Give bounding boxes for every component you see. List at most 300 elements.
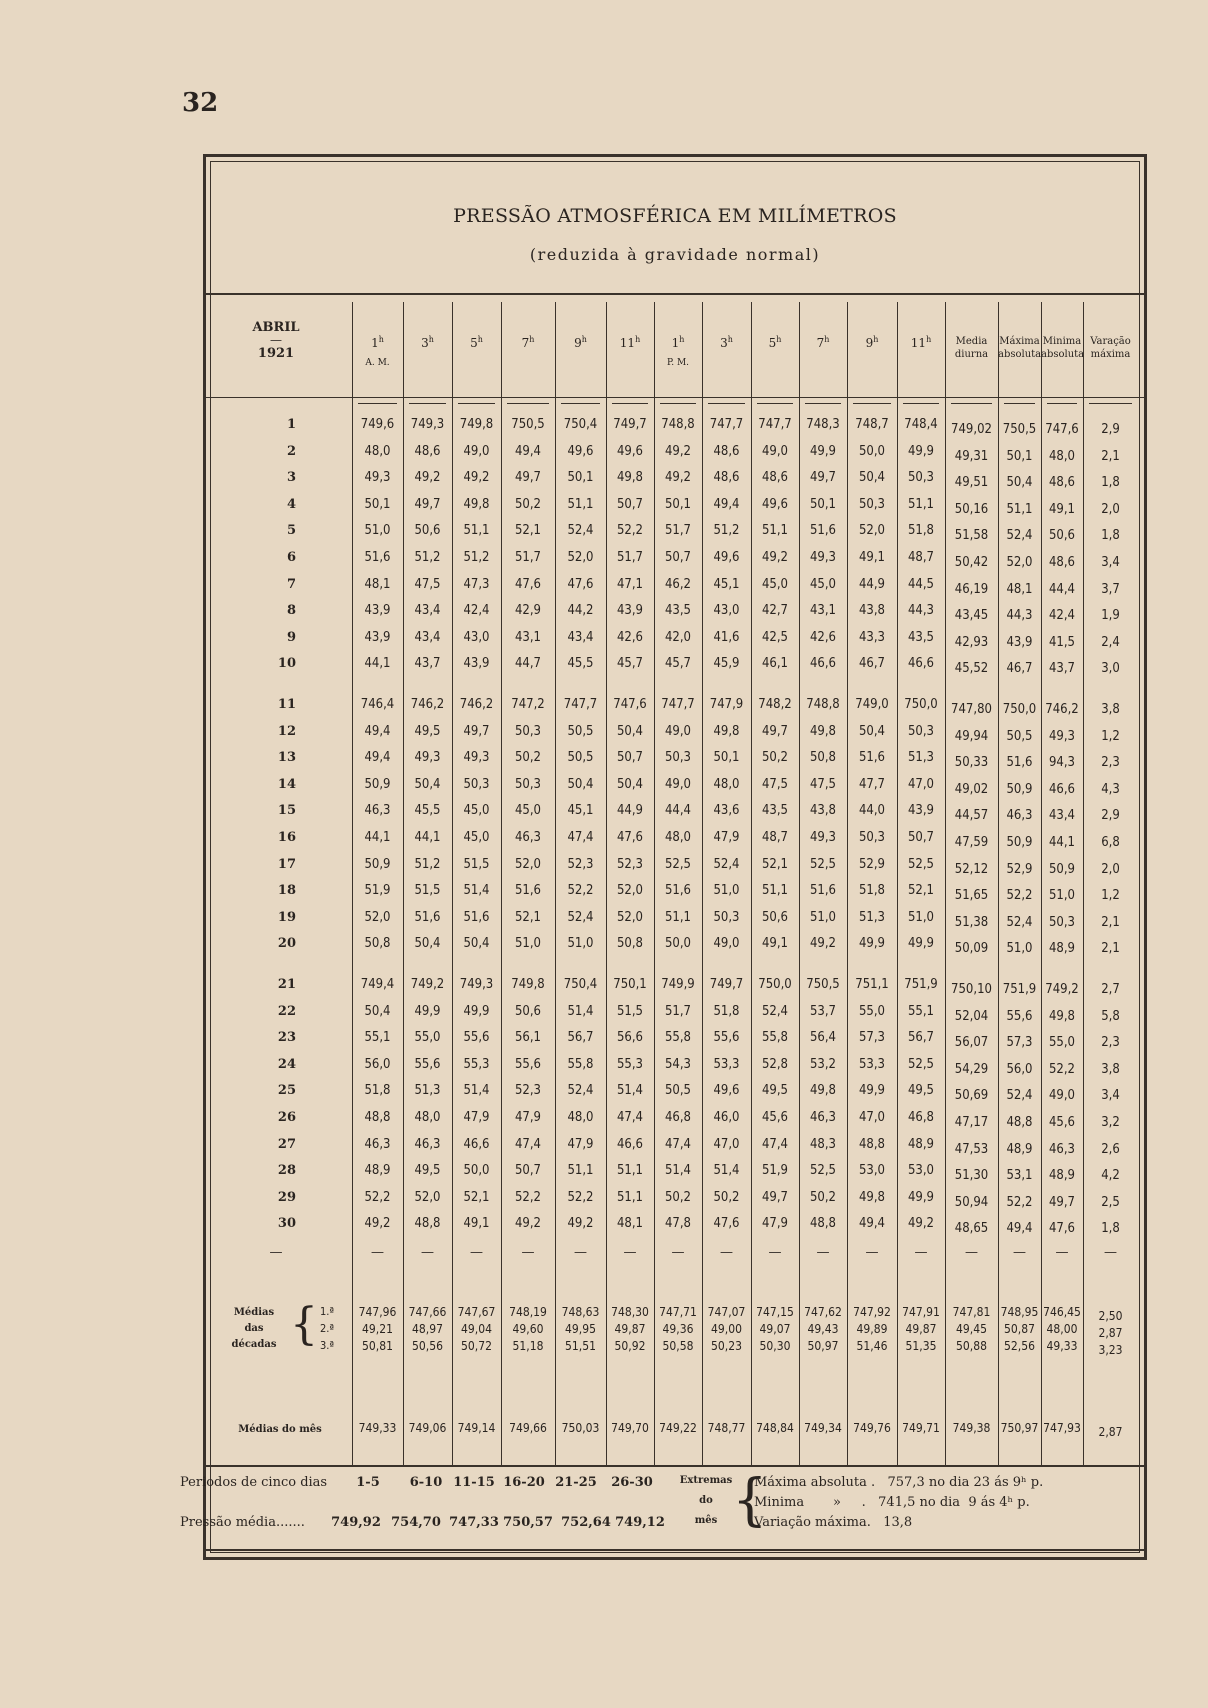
header-cell-rule xyxy=(507,403,549,404)
table-cell: 46,6 xyxy=(463,1136,490,1152)
table-cell: 749,0 xyxy=(855,697,889,712)
table-cell: 2,9 xyxy=(1101,808,1120,824)
table-cell: 750,5 xyxy=(806,977,840,992)
table-cell: 746,2 xyxy=(459,697,494,712)
hour-suffix: h xyxy=(776,335,782,344)
table-cell: 49,5 xyxy=(414,723,441,739)
table-cell: 49,3 xyxy=(364,470,391,486)
table-cell: 51,6 xyxy=(463,909,490,925)
table-cell: 52,0 xyxy=(1006,555,1033,570)
day-label: 6 xyxy=(286,550,296,565)
decadas-cell: 49,45 xyxy=(956,1322,987,1336)
table-cell: 747,7 xyxy=(661,697,695,712)
table-cell: 3,2 xyxy=(1101,1115,1120,1130)
table-cell: 43,9 xyxy=(364,629,391,645)
header-hour xyxy=(897,333,945,350)
table-cell: 52,0 xyxy=(616,883,644,899)
table-cell: 52,0 xyxy=(567,550,594,565)
table-cell: 51,4 xyxy=(664,1163,692,1179)
table-cell: 2,0 xyxy=(1101,861,1120,877)
table-cell: 49,9 xyxy=(907,936,935,952)
table-cell: 2,5 xyxy=(1101,1194,1120,1210)
table-cell: 51,1 xyxy=(664,909,692,925)
table-cell: 52,5 xyxy=(809,856,837,872)
table-cell: 52,2 xyxy=(616,523,644,539)
mes-cell: 749,66 xyxy=(509,1421,547,1435)
decadas-cell: 747,96 xyxy=(358,1305,397,1319)
hour-suffix: h xyxy=(635,335,641,344)
decadas-cell: 747,71 xyxy=(659,1305,697,1319)
decadas-cell: 50,88 xyxy=(956,1339,987,1353)
table-cell: 48,0 xyxy=(567,1110,594,1125)
periods-label: Periodos de cinco dias xyxy=(180,1475,328,1490)
table-cell: 47,17 xyxy=(954,1115,989,1130)
extremes-line: Máxima absoluta . 757,3 no dia 23 ás 9ʰ p. xyxy=(754,1475,1044,1490)
table-cell: 52,3 xyxy=(567,856,594,872)
hour-number: 3 xyxy=(720,336,728,350)
table-cell: 49,2 xyxy=(664,470,692,486)
mes-cell: 749,34 xyxy=(804,1421,842,1435)
table-cell: 48,7 xyxy=(907,550,935,565)
table-cell: 52,1 xyxy=(463,1189,490,1205)
table-cell: 51,1 xyxy=(616,1163,644,1179)
table-cell: 46,19 xyxy=(954,581,989,597)
table-cell: 55,0 xyxy=(414,1030,441,1046)
table-cell: 1,8 xyxy=(1101,528,1120,544)
table-cell: 45,1 xyxy=(713,576,740,592)
table-cell: 48,9 xyxy=(1006,1141,1033,1157)
decadas-cell: 50,23 xyxy=(711,1339,742,1353)
table-cell: 55,6 xyxy=(514,1056,542,1072)
table-cell: 46,6 xyxy=(616,1136,644,1152)
table-cell: 47,5 xyxy=(809,776,837,792)
table-cell: 47,9 xyxy=(761,1216,789,1232)
day-label: 30 xyxy=(277,1216,296,1232)
table-cell: 50,3 xyxy=(463,776,490,792)
mes-cell: 747,93 xyxy=(1043,1421,1081,1435)
table-cell: 750,4 xyxy=(563,417,598,432)
table-cell: 49,7 xyxy=(761,723,789,739)
decadas-cell: 49,33 xyxy=(1046,1339,1078,1353)
table-cell: 56,1 xyxy=(514,1030,542,1046)
table-cell: 44,4 xyxy=(1048,581,1076,597)
table-cell: 56,0 xyxy=(364,1056,391,1072)
table-cell: 51,6 xyxy=(414,909,441,925)
table-cell: 44,0 xyxy=(858,803,886,819)
table-cell: 47,6 xyxy=(514,576,542,592)
table-cell: 748,7 xyxy=(855,417,889,432)
table-cell: 749,6 xyxy=(360,417,395,432)
table-cell: 49,0 xyxy=(1048,1088,1076,1104)
table-cell: 46,7 xyxy=(1006,661,1033,677)
table-cell: 51,0 xyxy=(809,909,837,925)
dash-cell: — xyxy=(1013,1245,1026,1260)
table-cell: 42,4 xyxy=(463,603,490,619)
mes-label: Médias do mês xyxy=(238,1424,322,1435)
table-cell: 50,1 xyxy=(364,496,391,512)
table-cell: 53,7 xyxy=(809,1003,837,1019)
day-label: 18 xyxy=(277,883,296,899)
table-cell: 747,7 xyxy=(709,417,744,432)
table-cell: 52,5 xyxy=(664,856,692,872)
table-cell: 94,3 xyxy=(1048,755,1076,771)
table-cell: 52,0 xyxy=(414,1189,441,1205)
table-cell: 49,8 xyxy=(463,496,490,512)
table-cell: 48,9 xyxy=(1048,1168,1076,1184)
table-cell: 57,3 xyxy=(858,1030,886,1046)
decadas-cell: 50,87 xyxy=(1004,1322,1035,1336)
table-cell: 44,1 xyxy=(364,830,391,845)
hour-suffix: h xyxy=(477,335,483,344)
decadas-cell: 49,07 xyxy=(759,1322,791,1336)
hour-number: 7 xyxy=(521,336,530,350)
decadas-cell: 51,51 xyxy=(565,1339,596,1353)
table-cell: 49,6 xyxy=(567,443,594,459)
table-cell: 48,65 xyxy=(954,1221,989,1237)
table-cell: 48,0 xyxy=(364,443,391,459)
table-cell: 55,8 xyxy=(664,1030,692,1046)
table-cell: 51,2 xyxy=(713,523,740,539)
table-cell: 55,6 xyxy=(414,1056,441,1072)
decadas-ordinal: 3.ª xyxy=(319,1339,335,1352)
mes-cell: 749,14 xyxy=(457,1421,496,1435)
hour-suffix: h xyxy=(581,335,587,344)
table-cell: 49,9 xyxy=(907,1189,935,1205)
table-cell: 50,0 xyxy=(858,443,886,459)
table-cell: 46,3 xyxy=(364,803,391,819)
table-cell: 49,1 xyxy=(858,550,886,565)
header-hour xyxy=(847,333,897,350)
table-cell: 49,3 xyxy=(809,550,837,565)
table-cell: 50,2 xyxy=(713,1189,740,1205)
day-label: 10 xyxy=(277,656,296,672)
table-subtitle: (reduzida à gravidade normal) xyxy=(529,245,821,264)
table-cell: 3,7 xyxy=(1101,581,1120,597)
table-cell: 42,7 xyxy=(761,603,789,619)
table-cell: 47,6 xyxy=(567,576,594,592)
table-cell: 51,8 xyxy=(907,523,935,539)
table-cell: 52,2 xyxy=(1006,888,1033,904)
table-cell: 55,3 xyxy=(463,1056,490,1072)
mes-cell: 750,97 xyxy=(1000,1421,1039,1435)
table-cell: 50,9 xyxy=(364,776,391,792)
footer-top-rule xyxy=(206,1465,1144,1467)
table-cell: 1,9 xyxy=(1101,608,1120,624)
table-cell: 49,1 xyxy=(1048,501,1076,517)
table-cell: 55,8 xyxy=(761,1030,789,1046)
table-cell: 750,0 xyxy=(758,977,792,992)
table-cell: 44,5 xyxy=(907,576,935,592)
table-cell: 41,6 xyxy=(713,629,740,645)
extremes-label: do xyxy=(699,1495,713,1506)
header-hour xyxy=(751,333,799,350)
table-cell: 41,5 xyxy=(1048,634,1076,650)
table-cell: 51,6 xyxy=(809,523,837,539)
dash-cell: — xyxy=(421,1245,434,1260)
hour-number: 9 xyxy=(574,336,582,350)
table-cell: 42,0 xyxy=(664,629,692,645)
table-cell: 2,6 xyxy=(1101,1141,1120,1157)
table-cell: 53,0 xyxy=(907,1163,935,1179)
table-cell: 51,4 xyxy=(713,1163,740,1179)
table-cell: 50,9 xyxy=(1048,861,1076,877)
table-cell: 51,8 xyxy=(364,1083,391,1099)
table-cell: 51,7 xyxy=(616,550,644,565)
table-cell: 52,0 xyxy=(858,523,886,539)
footer-bottom-rule xyxy=(206,1549,1144,1551)
mes-cell: 750,03 xyxy=(561,1421,600,1435)
table-cell: 56,6 xyxy=(616,1030,644,1046)
mes-cell: 748,84 xyxy=(756,1421,794,1435)
table-cell: 50,1 xyxy=(713,750,740,766)
header-hour xyxy=(403,333,452,350)
table-cell: 49,4 xyxy=(713,496,740,512)
table-cell: 56,7 xyxy=(567,1030,594,1046)
dash-cell: — xyxy=(671,1245,685,1260)
header-stat-line1: Media xyxy=(955,336,988,347)
table-cell: 50,3 xyxy=(713,909,740,925)
table-cell: 52,8 xyxy=(761,1056,789,1072)
hour-suffix: h xyxy=(873,335,879,344)
day-label: 16 xyxy=(277,830,296,845)
pressure-label: Pressão média....... xyxy=(180,1515,305,1530)
table-cell: 50,4 xyxy=(858,723,886,739)
table-cell: 56,07 xyxy=(954,1035,989,1051)
table-cell: 751,9 xyxy=(904,977,938,992)
table-cell: 50,7 xyxy=(616,496,644,512)
table-cell: 747,80 xyxy=(951,702,992,717)
table-cell: 51,1 xyxy=(761,883,789,899)
hour-number: 11 xyxy=(910,336,927,350)
pressure-value: 749,92 xyxy=(331,1515,381,1530)
table-cell: 51,8 xyxy=(713,1003,740,1019)
table-cell: 51,0 xyxy=(1048,888,1076,904)
table-cell: 750,0 xyxy=(1002,702,1037,717)
table-cell: 49,6 xyxy=(713,1083,740,1099)
table-cell: 749,02 xyxy=(951,422,992,437)
decadas-cell: 2,50 xyxy=(1098,1309,1123,1323)
table-cell: 50,1 xyxy=(664,496,692,512)
extremes-label: mês xyxy=(694,1515,718,1526)
table-cell: 48,6 xyxy=(1048,475,1076,491)
table-cell: 54,29 xyxy=(954,1061,989,1077)
table-cell: 43,9 xyxy=(364,603,391,619)
table-cell: 51,2 xyxy=(414,856,441,872)
table-cell: 50,1 xyxy=(809,496,837,512)
table-cell: 47,6 xyxy=(1048,1221,1076,1237)
table-cell: 47,1 xyxy=(616,576,644,592)
day-label: 3 xyxy=(286,470,296,486)
pressure-value: 752,64 xyxy=(561,1515,611,1530)
mes-cell: 2,87 xyxy=(1098,1425,1123,1439)
header-stat-line1: Varação xyxy=(1090,336,1131,347)
table-cell: 43,6 xyxy=(713,803,740,819)
table-cell: 46,3 xyxy=(514,830,542,845)
table-cell: 43,5 xyxy=(761,803,789,819)
table-cell: 49,9 xyxy=(414,1003,441,1019)
table-cell: 749,2 xyxy=(1045,982,1079,997)
table-cell: 47,9 xyxy=(567,1136,594,1152)
table-cell: 51,1 xyxy=(761,523,789,539)
table-cell: 47,7 xyxy=(858,776,886,792)
table-cell: 50,0 xyxy=(463,1163,490,1179)
day-label: 5 xyxy=(286,523,296,539)
header-bottom-rule xyxy=(206,397,1144,398)
table-cell: 49,2 xyxy=(664,443,692,459)
dash-cell: — xyxy=(623,1245,637,1260)
table-cell: 55,0 xyxy=(858,1003,886,1019)
table-cell: 747,2 xyxy=(511,697,545,712)
decadas-brace: { xyxy=(290,1299,318,1350)
hour-number: 5 xyxy=(470,336,478,350)
header-top-rule xyxy=(206,293,1144,295)
table-cell: 42,93 xyxy=(954,634,989,650)
table-cell: 44,2 xyxy=(567,603,594,619)
table-cell: 49,31 xyxy=(954,448,989,464)
table-cell: 51,3 xyxy=(414,1083,441,1099)
table-cell: 51,0 xyxy=(514,936,542,952)
table-cell: 50,33 xyxy=(954,755,989,771)
table-cell: 50,9 xyxy=(364,856,391,872)
day-label: 28 xyxy=(277,1163,296,1179)
table-cell: 43,9 xyxy=(616,603,644,619)
table-cell: 49,7 xyxy=(463,723,490,739)
table-cell: 48,9 xyxy=(364,1163,391,1179)
header-cell-rule xyxy=(708,403,745,404)
decadas-cell: 746,45 xyxy=(1043,1305,1081,1319)
table-cell: 52,9 xyxy=(1006,861,1033,877)
mes-cell: 748,77 xyxy=(707,1421,746,1435)
hour-suffix: h xyxy=(824,335,830,344)
table-cell: 48,6 xyxy=(1048,555,1076,570)
table-cell: 49,0 xyxy=(664,776,692,792)
table-cell: 51,0 xyxy=(907,909,935,925)
table-cell: 55,0 xyxy=(1048,1035,1076,1051)
table-cell: 52,0 xyxy=(616,909,644,925)
header-hour xyxy=(555,333,606,350)
table-cell: 746,2 xyxy=(410,697,445,712)
table-cell: 48,9 xyxy=(1048,941,1076,957)
table-cell: 52,1 xyxy=(907,883,935,899)
table-cell: 50,3 xyxy=(514,723,542,739)
table-cell: 46,1 xyxy=(761,656,789,672)
table-cell: 44,4 xyxy=(664,803,692,819)
dash-cell: — xyxy=(865,1245,879,1260)
pressure-value: 750,57 xyxy=(503,1515,553,1530)
table-cell: 46,3 xyxy=(809,1110,837,1125)
table-cell: 46,0 xyxy=(713,1110,740,1125)
table-cell: 51,4 xyxy=(463,1083,490,1099)
table-cell: 54,3 xyxy=(664,1056,692,1072)
header-cell-rule xyxy=(1047,403,1077,404)
table-cell: 50,6 xyxy=(761,909,789,925)
table-cell: 747,7 xyxy=(563,697,598,712)
table-cell: 52,3 xyxy=(514,1083,542,1099)
table-cell: 52,1 xyxy=(514,523,542,539)
table-cell: 43,9 xyxy=(463,656,490,672)
table-cell: 47,4 xyxy=(567,830,594,845)
table-cell: 46,8 xyxy=(664,1110,692,1125)
table-cell: 49,2 xyxy=(567,1216,594,1232)
table-cell: 47,0 xyxy=(713,1136,740,1152)
day-label: 2 xyxy=(286,443,296,459)
table-cell: 49,4 xyxy=(364,750,391,766)
table-cell: 43,8 xyxy=(809,803,837,819)
extremes-line: Variação máxima. 13,8 xyxy=(754,1515,913,1530)
mes-cell: 749,76 xyxy=(853,1421,891,1435)
table-cell: 45,0 xyxy=(514,803,542,819)
decadas-cell: 51,18 xyxy=(512,1339,544,1353)
table-cell: 46,2 xyxy=(664,576,692,592)
table-cell: 43,1 xyxy=(514,629,542,645)
table-cell: 49,8 xyxy=(616,470,644,486)
table-cell: 50,69 xyxy=(954,1088,989,1104)
mes-cell: 749,22 xyxy=(659,1421,697,1435)
table-cell: 51,6 xyxy=(809,883,837,899)
day-label: 8 xyxy=(286,603,296,619)
table-cell: 49,8 xyxy=(713,723,740,739)
table-cell: 45,7 xyxy=(664,656,692,672)
dash-cell: — xyxy=(521,1245,535,1260)
header-stat-line2: máxima xyxy=(1090,349,1131,360)
decadas-cell: 747,66 xyxy=(408,1305,447,1319)
table-cell: 50,5 xyxy=(1006,728,1033,744)
table-cell: 50,8 xyxy=(616,936,644,952)
table-cell: 50,4 xyxy=(463,936,490,952)
hour-suffix: h xyxy=(378,335,384,344)
table-cell: 747,6 xyxy=(613,697,647,712)
table-cell: 48,1 xyxy=(364,576,391,592)
decadas-cell: 51,35 xyxy=(905,1339,937,1353)
period-range: 11-15 xyxy=(453,1475,495,1490)
table-cell: 45,52 xyxy=(954,661,989,677)
decadas-cell: 748,95 xyxy=(1000,1305,1039,1319)
decadas-cell: 50,92 xyxy=(614,1339,646,1353)
table-cell: 52,9 xyxy=(858,856,886,872)
table-cell: 43,45 xyxy=(954,608,989,624)
table-cell: 45,6 xyxy=(1048,1115,1076,1130)
table-cell: 49,6 xyxy=(616,443,644,459)
table-cell: 48,1 xyxy=(1006,581,1033,597)
table-cell: 53,2 xyxy=(809,1056,837,1072)
table-cell: 749,3 xyxy=(410,417,445,432)
header-cell-rule xyxy=(612,403,648,404)
table-cell: 49,4 xyxy=(1006,1221,1033,1237)
table-cell: 2,1 xyxy=(1101,914,1120,930)
table-cell: 46,3 xyxy=(1048,1141,1076,1157)
table-cell: 49,8 xyxy=(809,1083,837,1099)
table-cell: 6,8 xyxy=(1101,835,1120,850)
table-cell: 46,6 xyxy=(809,656,837,672)
table-cell: 51,5 xyxy=(414,883,441,899)
table-cell: 751,9 xyxy=(1002,982,1037,997)
day-label: 12 xyxy=(277,723,296,739)
hour-number: 3 xyxy=(421,336,429,350)
table-cell: 50,3 xyxy=(858,830,886,845)
decadas-cell: 747,91 xyxy=(902,1305,940,1319)
decadas-cell: 49,04 xyxy=(461,1322,492,1336)
header-stat-line2: absoluta xyxy=(998,349,1042,360)
dash-cell: — xyxy=(965,1245,978,1260)
dash-cell: — xyxy=(768,1245,782,1260)
table-cell: 50,1 xyxy=(567,470,594,486)
table-cell: 48,8 xyxy=(364,1110,391,1125)
table-cell: 42,6 xyxy=(809,629,837,645)
header-hour xyxy=(352,333,403,350)
table-cell: 43,5 xyxy=(664,603,692,619)
table-cell: 51,5 xyxy=(616,1003,644,1019)
dash-cell: — xyxy=(1104,1245,1117,1260)
